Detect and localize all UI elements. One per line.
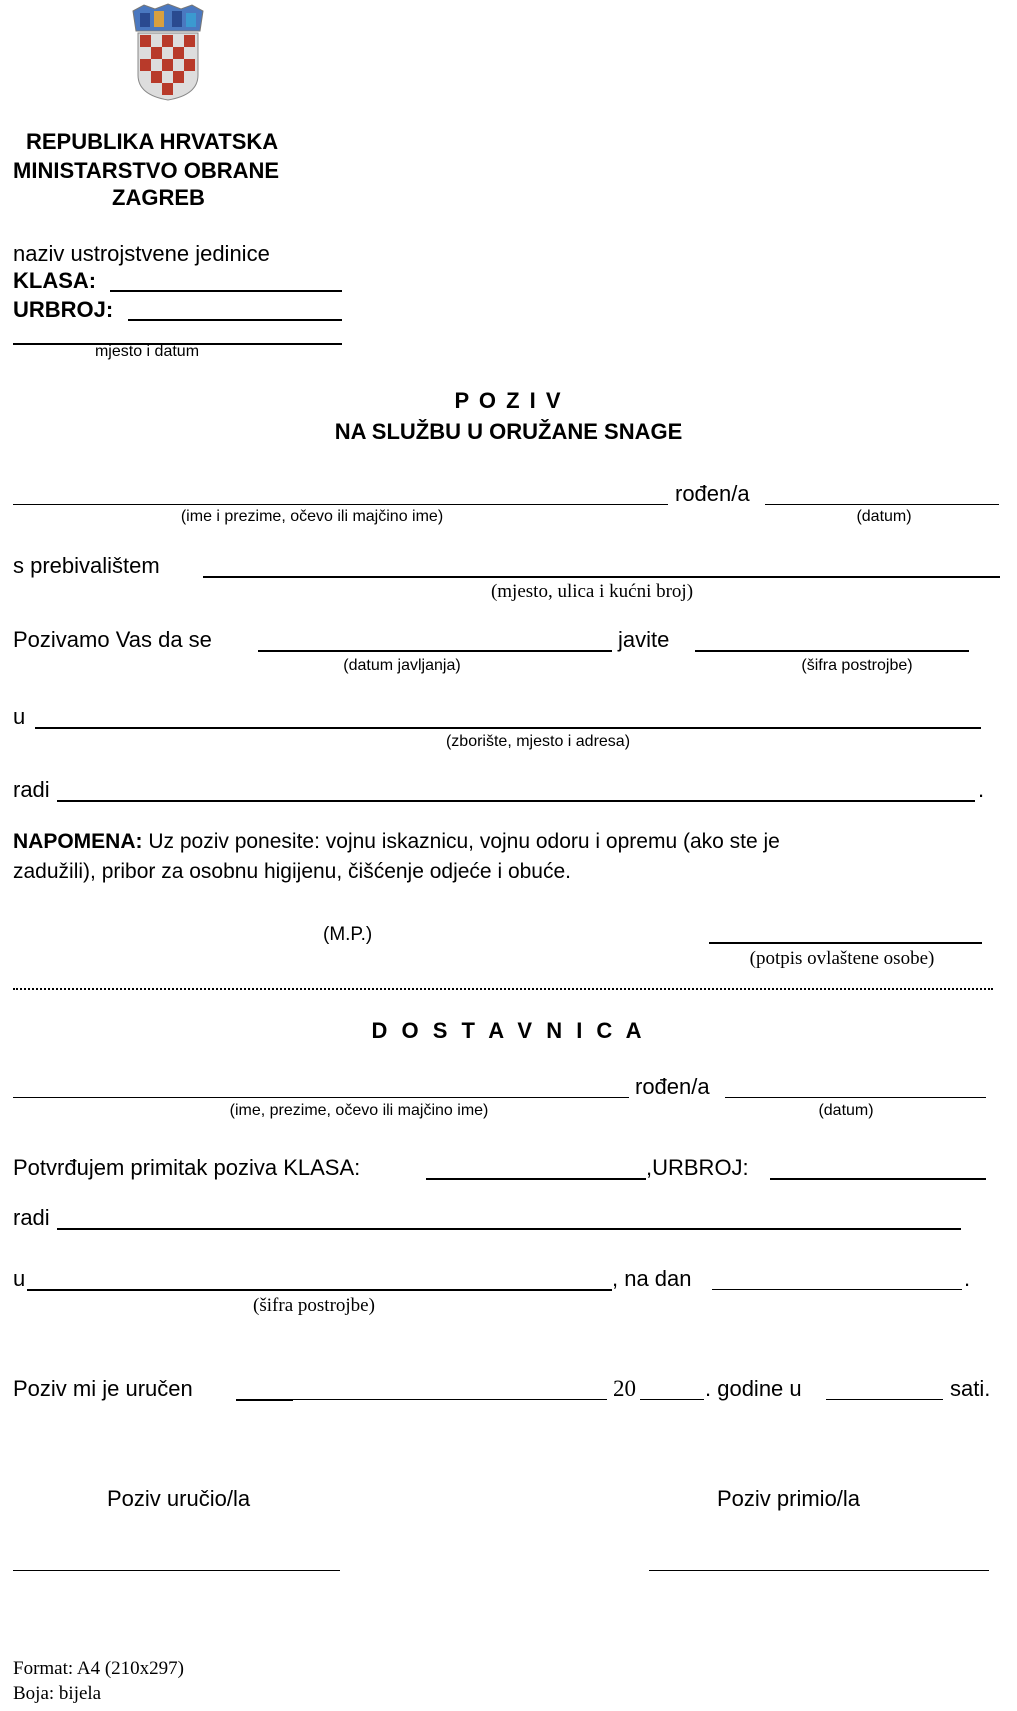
header-republic: REPUBLIKA HRVATSKA	[26, 129, 279, 154]
coat-of-arms-logo	[130, 3, 206, 101]
unit-code-field[interactable]	[695, 650, 969, 652]
year-prefix: 20	[613, 1376, 636, 1401]
cut-line-divider	[13, 988, 993, 990]
place-date-hint: mjesto i datum	[94, 343, 200, 360]
note-text-2: zadužili), pribor za osobnu higijenu, čišćenje odjeće i obuće.	[13, 860, 571, 883]
stamp-label: (M.P.)	[323, 924, 373, 945]
day-field[interactable]	[712, 1289, 962, 1290]
confirm-label: Potvrđujem primitak poziva KLASA:	[13, 1155, 361, 1180]
d-reason-field[interactable]	[57, 1228, 961, 1230]
d-name-hint: (ime, prezime, očevo ili majčino ime)	[229, 1102, 489, 1119]
reason-field[interactable]	[57, 800, 975, 802]
note-label: NAPOMENA:	[13, 830, 143, 853]
header-city: ZAGREB	[112, 185, 205, 210]
d-klasa-field[interactable]	[426, 1178, 646, 1180]
color-note: Boja: bijela	[13, 1683, 102, 1704]
note-text-1: Uz poziv ponesite: vojnu iskaznicu, vojnu odoru i opremu (ako ste je	[148, 830, 780, 853]
unit-name-label: naziv ustrojstvene jedinice	[13, 241, 270, 266]
header-ministry: MINISTARSTVO OBRANE	[13, 158, 280, 183]
poziv-title: P O Z I V	[454, 388, 563, 413]
note	[13, 829, 780, 855]
name-field[interactable]	[13, 504, 668, 505]
d-date-hint: (datum)	[818, 1102, 874, 1119]
birth-date-field[interactable]	[765, 504, 999, 505]
d-born-label: rođen/a	[635, 1074, 710, 1099]
year-suffix: . godine u	[705, 1376, 802, 1401]
d-unit-field[interactable]	[27, 1289, 612, 1291]
received-by-label: Poziv primio/la	[717, 1486, 861, 1511]
report-date-field[interactable]	[258, 650, 612, 652]
born-label: rođen/a	[675, 481, 750, 506]
signature-field[interactable]	[709, 942, 982, 944]
d-in-label: u	[13, 1266, 26, 1291]
klasa-field[interactable]	[110, 290, 342, 292]
d-urbroj-label: ,URBROJ:	[646, 1155, 749, 1180]
residence-field[interactable]	[203, 576, 1000, 578]
poziv-subtitle: NA SLUŽBU U ORUŽANE SNAGE	[334, 419, 683, 444]
assembly-place-field[interactable]	[35, 727, 981, 729]
name-hint: (ime i prezime, očevo ili majčino ime)	[180, 508, 444, 525]
report-label: javite	[618, 627, 670, 652]
d-name-field[interactable]	[13, 1097, 629, 1098]
in-label: u	[13, 704, 26, 729]
delivered-by-signature[interactable]	[13, 1570, 340, 1571]
reason-label: radi	[13, 777, 50, 802]
klasa-label: KLASA:	[13, 268, 97, 293]
residence-label: s prebivalištem	[13, 553, 160, 578]
hours-label: sati.	[950, 1376, 991, 1401]
dostavnica-title: D O S T A V N I C A	[371, 1018, 646, 1043]
d-unit-hint: (šifra postrojbe)	[253, 1295, 375, 1316]
format-note: Format: A4 (210x297)	[13, 1658, 184, 1679]
urbroj-field[interactable]	[128, 319, 342, 321]
d-urbroj-field[interactable]	[770, 1178, 986, 1180]
delivered-by-label: Poziv uručio/la	[107, 1486, 251, 1511]
assembly-place-hint: (zborište, mjesto i adresa)	[445, 733, 631, 750]
hours-field[interactable]	[826, 1399, 943, 1400]
d-reason-label: radi	[13, 1205, 50, 1230]
delivered-date-field-rest[interactable]	[293, 1399, 607, 1400]
urbroj-label: URBROJ:	[13, 297, 114, 322]
invite-label: Pozivamo Vas da se	[13, 627, 212, 652]
on-day-label: , na dan	[612, 1266, 692, 1291]
date-hint: (datum)	[856, 508, 912, 525]
year-field[interactable]	[640, 1399, 704, 1400]
received-by-signature[interactable]	[649, 1570, 989, 1571]
residence-hint: (mjesto, ulica i kućni broj)	[490, 581, 694, 602]
unit-code-hint: (šifra postrojbe)	[801, 657, 913, 674]
reason-period: .	[978, 777, 985, 802]
delivered-label: Poziv mi je uručen	[13, 1376, 193, 1401]
day-period: .	[964, 1266, 971, 1291]
d-birth-date-field[interactable]	[725, 1097, 986, 1098]
delivered-date-field[interactable]	[236, 1399, 293, 1401]
signature-hint: (potpis ovlaštene osobe)	[749, 948, 935, 969]
report-date-hint: (datum javljanja)	[343, 657, 461, 674]
